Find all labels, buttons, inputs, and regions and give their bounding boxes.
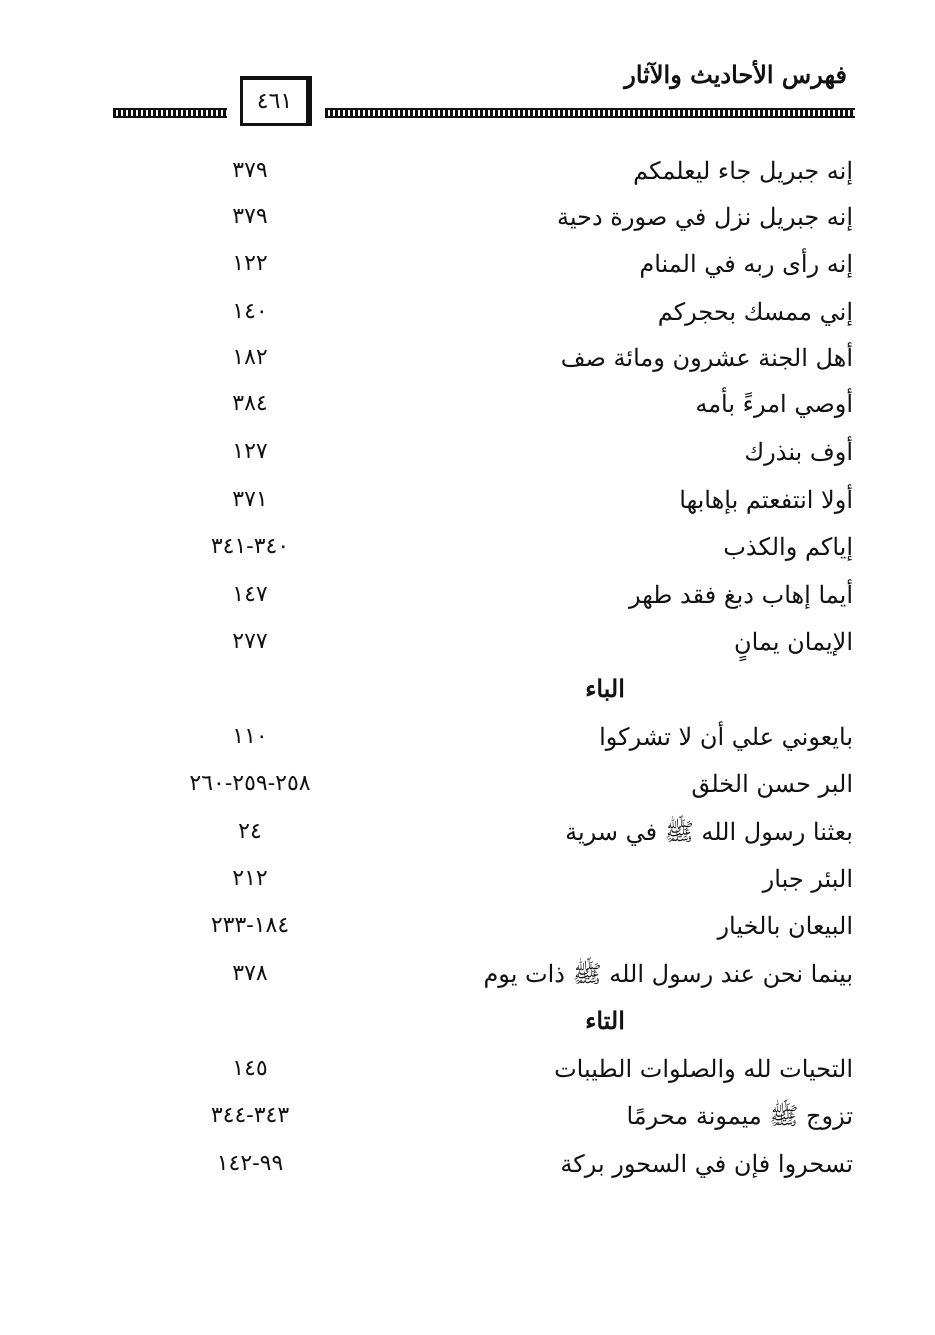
entry-pages: ٣٧٩ [232,204,268,229]
entry-pages: ١٢٧ [232,439,268,464]
running-header-title: فهرس الأحاديث والآثار [624,60,847,89]
index-entry [0,197,935,237]
entry-text: الإيمان يمانٍ [734,628,853,656]
entry-pages: ٣٤٣-٣٤٤ [210,1103,290,1128]
index-entry [0,292,935,332]
entry-text: التحيات لله والصلوات الطيبات [554,1055,853,1083]
entry-text: أوف بنذرك [744,438,853,466]
entry-text: إني ممسك بحجركم [657,298,853,326]
entry-text: إنه رأى ربه في المنام [639,250,853,278]
page-number: ٤٦١ [240,76,312,126]
entry-pages: ٣٧١ [232,487,268,512]
entry-pages: ١١٠ [232,724,268,749]
index-entry [0,1049,935,1089]
index-entry [0,432,935,472]
entry-text: تزوج ﷺ ميمونة محرمًا [626,1102,853,1130]
index-entry [0,764,935,804]
entry-pages: ٣٧٨ [232,961,268,986]
entry-text: البئر جبار [762,865,853,893]
entry-pages: ٢٧٧ [232,629,268,654]
entry-pages: ٢١٢ [232,866,268,891]
section-heading-text: الباء [585,674,625,703]
entry-pages: ٣٨٤ [232,391,268,416]
entry-text: أهل الجنة عشرون ومائة صف [560,344,853,372]
entry-text: تسحروا فإن في السحور بركة [560,1150,853,1178]
index-entry [0,244,935,284]
index-entry [0,622,935,662]
section-heading [0,1001,935,1041]
index-entry [0,151,935,191]
entry-pages: ١٨٢ [232,345,268,370]
section-heading-text: التاء [585,1006,625,1035]
entry-text: البر حسن الخلق [691,770,853,798]
entry-pages: ١٤٥ [232,1056,268,1081]
entry-text: إنه جبريل جاء ليعلمكم [633,157,853,185]
header-rule-left [113,108,227,118]
index-entry [0,906,935,946]
entry-pages: ١٢٢ [232,251,268,276]
index-entry [0,527,935,567]
header-rule-right [325,108,855,118]
entry-text: البيعان بالخيار [717,912,853,940]
entry-pages: ٢٤ [238,819,262,844]
entry-pages: ٩٩-١٤٢ [216,1151,284,1176]
entry-text: إنه جبريل نزل في صورة دحية [557,203,853,231]
index-entry [0,384,935,424]
entry-text: بعثنا رسول الله ﷺ في سرية [565,818,853,846]
entry-pages: ١٨٤-٢٣٣ [210,913,290,938]
entry-text: أيما إهاب دبغ فقد طهر [628,581,853,609]
entry-pages: ٣٤٠-٣٤١ [210,534,290,559]
index-entry [0,1096,935,1136]
entry-pages: ٢٥٨-٢٥٩-٢٦٠ [189,771,311,796]
section-heading [0,669,935,709]
index-entry [0,812,935,852]
entry-pages: ٣٧٩ [232,158,268,183]
entry-pages: ١٤٠ [232,299,268,324]
index-entry [0,575,935,615]
index-entry [0,338,935,378]
index-entry [0,859,935,899]
entry-pages: ١٤٧ [232,582,268,607]
index-entry [0,717,935,757]
entry-text: بينما نحن عند رسول الله ﷺ ذات يوم [483,960,853,988]
index-entry [0,480,935,520]
entry-text: أوصي امرءً بأمه [695,390,853,418]
index-entry [0,1144,935,1184]
index-entry [0,954,935,994]
entry-text: بايعوني علي أن لا تشركوا [599,723,853,751]
entry-text: أولا انتفعتم بإهابها [679,486,853,514]
entry-text: إياكم والكذب [723,533,853,561]
